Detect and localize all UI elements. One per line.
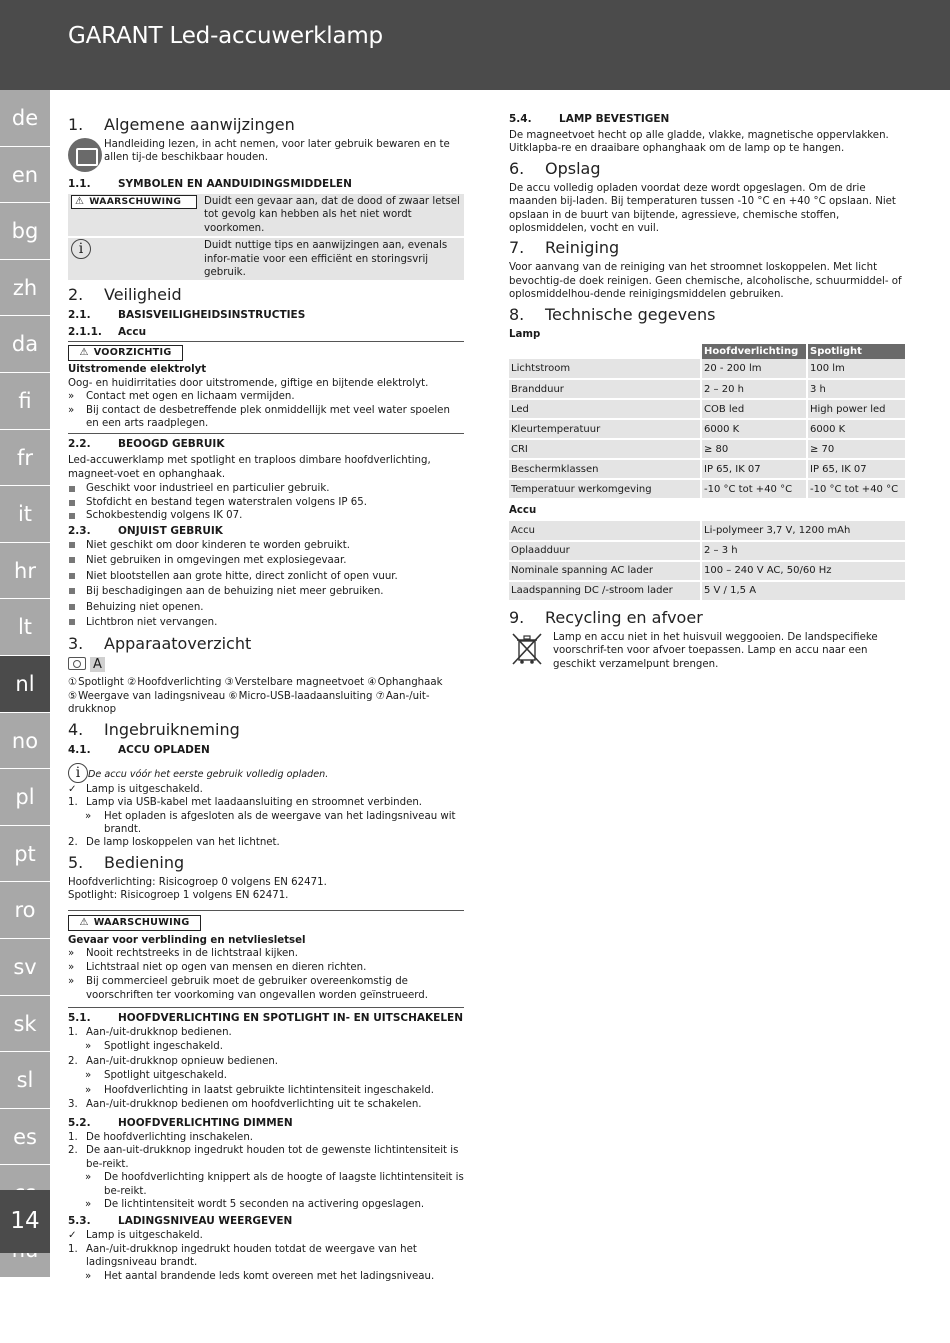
lamp-table-label: Lamp — [509, 328, 541, 340]
table-row — [509, 439, 905, 459]
table-row — [509, 379, 905, 399]
right-column — [509, 112, 905, 671]
misuse-list — [68, 538, 464, 632]
step-result: » Spotlight uitgeschakeld. — [85, 1070, 227, 1082]
language-tab-sv[interactable]: sv — [0, 939, 50, 996]
step: 2. Aan-/uit-drukknop opnieuw bedienen. — [68, 1055, 279, 1067]
info-description: Duidt nuttige tips en aanwijzingen aan, evenals infor-matie voor een efficiënt en storingsvrij gebruik. — [201, 237, 464, 281]
manual-note — [68, 138, 464, 172]
table-row — [509, 541, 905, 561]
list-item: Bij beschadigingen aan de behuizing niet meer gebruiken. — [68, 584, 464, 600]
read-manual-icon — [68, 138, 102, 172]
step: 1. Aan-/uit-drukknop bedienen. — [68, 1026, 232, 1038]
risk-group-2: Spotlight: Risicogroep 1 volgens EN 62471. — [68, 890, 289, 902]
lamp-spec-table — [509, 344, 905, 500]
intended-use-text: Led-accuwerklamp met spotlight en traploos dimbare hoofdverlichting, magneet-voet en ophanghaak. — [68, 455, 431, 480]
section-6-heading: 6. Opslag — [509, 158, 601, 178]
list-item: » Contact met ogen en lichaam vermijden. — [68, 391, 295, 403]
language-tab-ro[interactable]: ro — [0, 882, 50, 939]
list-item: Geschikt voor industrieel en particulier gebruik. — [68, 482, 464, 495]
part-number-5: ⑤ — [68, 690, 78, 702]
table-cell: 20 - 200 lm — [701, 359, 807, 379]
language-tab-bg[interactable]: bg — [0, 203, 50, 260]
column-header: Spotlight — [807, 344, 905, 359]
accu-spec-table — [509, 521, 905, 602]
hazard-measures — [68, 947, 464, 1003]
table-cell: Brandduur — [509, 379, 701, 399]
part-label: Weergave van ladingsniveau — [78, 690, 226, 702]
language-tab-sk[interactable]: sk — [0, 996, 50, 1053]
table-cell: Kleurtemperatuur — [509, 419, 701, 439]
language-tab-pl[interactable]: pl — [0, 769, 50, 826]
table-cell: 5 V / 1,5 A — [701, 581, 905, 601]
step: 3. Aan-/uit-drukknop bedienen om hoofdverlichting uit te schakelen. — [68, 1099, 422, 1111]
warning-triangle-icon: ⚠ — [75, 196, 85, 207]
table-cell: 100 – 240 V AC, 50/60 Hz — [701, 561, 905, 581]
precondition: ✓ Lamp is uitgeschakeld. — [68, 1230, 203, 1242]
table-cell: ≥ 80 — [701, 439, 807, 459]
language-tab-sl[interactable]: sl — [0, 1052, 50, 1109]
section-1-1-heading: 1.1. SYMBOLEN EN AANDUIDINGSMIDDELEN — [68, 178, 352, 190]
caution-label: VOORZICHTIG — [93, 347, 172, 359]
table-row — [509, 359, 905, 379]
table-row — [509, 561, 905, 581]
part-number-3: ③ — [224, 677, 234, 689]
section-4-heading: 4. Ingebruikneming — [68, 719, 240, 739]
language-tab-en[interactable]: en — [0, 147, 50, 204]
list-item: » Bij contact de desbetreffende plek onmiddellijk met veel water spoelen en een arts raadplegen. — [68, 404, 450, 430]
table-cell: ≥ 70 — [807, 439, 905, 459]
table-row — [509, 521, 905, 541]
parts-list — [68, 676, 464, 716]
hazard-measures — [68, 390, 464, 430]
step-result: » Hoofdverlichting in laatst gebruikte lichtintensiteit ingeschakeld. — [85, 1084, 434, 1096]
check-icon: ✓ — [68, 783, 77, 795]
left-column — [68, 112, 464, 1283]
part-number-6: ⑥ — [228, 690, 238, 702]
hazard-text: Oog- en huidirritaties door uitstromende, giftige en bijtende elektrolyt. — [68, 377, 429, 389]
section-4-1-heading: 4.1. ACCU OPLADEN — [68, 743, 210, 756]
table-row — [509, 479, 905, 499]
info-icon: i — [68, 763, 88, 783]
list-item: Niet geschikt om door kinderen te worden gebruikt. — [68, 538, 464, 554]
list-item: » Bij commercieel gebruik moet de gebruiker overeenkomstig de voorschriften ter voorkoming van ongevallen worden geïnstrueerd. — [68, 975, 428, 1001]
language-tab-da[interactable]: da — [0, 316, 50, 373]
warning-label: WAARSCHUWING — [93, 916, 190, 928]
step-result: » Het aantal brandende leds komt overeen met het ladingsniveau. — [85, 1270, 435, 1282]
section-5-4-heading: 5.4. LAMP BEVESTIGEN — [509, 113, 670, 125]
table-row — [509, 459, 905, 479]
symbols-table — [68, 194, 464, 282]
warning-triangle-icon: ⚠ — [79, 347, 89, 359]
part-number-7: ⑦ — [375, 690, 385, 702]
figure-ref: A — [90, 657, 105, 672]
list-item: Niet gebruiken in omgevingen met explosiegevaar. — [68, 553, 464, 569]
list-item: Stofdicht en bestand tegen waterstralen volgens IP 65. — [68, 496, 464, 509]
section-2-2-heading: 2.2. BEOOGD GEBRUIK — [68, 433, 464, 451]
table-cell: IP 65, IK 07 — [807, 459, 905, 479]
language-tab-pt[interactable]: pt — [0, 826, 50, 883]
precondition: ✓ Lamp is uitgeschakeld. — [68, 783, 203, 795]
table-cell: Nominale spanning AC lader — [509, 561, 701, 581]
table-cell: Led — [509, 399, 701, 419]
part-label: Hoofdverlichting — [137, 677, 222, 689]
table-cell: Accu — [509, 521, 701, 541]
part-label: Micro-USB-laadaansluiting — [238, 690, 373, 702]
table-cell: 6000 K — [701, 419, 807, 439]
table-row — [509, 581, 905, 601]
section-5-1-heading: 5.1. HOOFDVERLICHTING EN SPOTLIGHT IN- EN UITSCHAKELEN — [68, 1007, 464, 1025]
cleaning-text: Voor aanvang van de reiniging van het stroomnet loskoppelen. Met licht bevochtig-de doek reinigen. Geen chemische, alcoholische, schuurmiddel- of oplosmiddelhou-dende reinigingsmiddelen gebruiken. — [509, 262, 902, 301]
section-2-1-heading: 2.1. BASISVEILIGHEIDSINSTRUCTIES — [68, 309, 306, 322]
warning-description: Duidt een gevaar aan, dat de dood of zwaar letsel tot gevolg kan hebben als het niet wordt voorkomen. — [201, 194, 464, 237]
list-item: Lichtbron niet vervangen. — [68, 615, 464, 631]
charge-note: De accu vóór het eerste gebruik volledig opladen. — [88, 768, 329, 780]
step: 2. De lamp loskoppelen van het lichtnet. — [68, 837, 280, 849]
table-cell: Lichtstroom — [509, 359, 701, 379]
table-cell: -10 °C tot +40 °C — [807, 479, 905, 499]
step-result: » De lichtintensiteit wordt 5 seconden na activering opgeslagen. — [85, 1198, 425, 1210]
storage-text: De accu volledig opladen voordat deze wordt opgeslagen. Om de drie maanden bij-laden. Bij temperaturen tussen -10 °C en +40 °C opslaan. Niet opslaan in de buurt van bijtende, agressieve, chemische stoffen, oplosmiddelen, vocht en vuil. — [509, 182, 896, 235]
camera-icon — [68, 657, 86, 670]
section-3-heading: 3. Apparaatoverzicht — [68, 634, 252, 654]
step: 2. De aan-uit-drukknop ingedrukt houden tot de gewenste lichtintensiteit is be-reikt. — [68, 1145, 459, 1170]
step: 1. De hoofdverlichting inschakelen. — [68, 1131, 254, 1143]
language-tab-zh[interactable]: zh — [0, 260, 50, 317]
table-cell: 3 h — [807, 379, 905, 399]
page-title: GARANT Led-accuwerklamp — [68, 23, 383, 49]
table-cell: COB led — [701, 399, 807, 419]
table-row — [509, 419, 905, 439]
table-cell: 2 – 3 h — [701, 541, 905, 561]
section-1-heading: 1. Algemene aanwijzingen — [68, 115, 295, 134]
part-label: Verstelbare magneetvoet — [234, 677, 365, 689]
language-sidebar — [0, 90, 50, 1343]
section-8-heading: 8. Technische gegevens — [509, 304, 716, 324]
language-tab-hr[interactable]: hr — [0, 543, 50, 600]
risk-group-1: Hoofdverlichting: Risicogroep 0 volgens EN 62471. — [68, 876, 327, 888]
language-tab-fr[interactable]: fr — [0, 430, 50, 487]
list-item: Niet blootstellen aan grote hitte, direct zonlicht of open vuur. — [68, 569, 464, 585]
table-cell: IP 65, IK 07 — [701, 459, 807, 479]
part-number-2: ② — [127, 677, 137, 689]
hazard-title: Gevaar voor verblinding en netvliesletsel — [68, 934, 306, 946]
step: 1. Lamp via USB-kabel met laadaansluiting en stroomnet verbinden. — [68, 797, 423, 809]
warning-triangle-icon: ⚠ — [79, 916, 89, 928]
hazard-title: Uitstromende elektrolyt — [68, 364, 207, 376]
section-2-heading: 2. Veiligheid — [68, 285, 182, 305]
part-label: Spotlight — [78, 677, 124, 689]
accu-table-label: Accu — [509, 505, 537, 517]
list-item: Schokbestendig volgens IK 07. — [68, 509, 464, 522]
table-row — [509, 399, 905, 419]
step-result: » Het opladen is afgesloten als de weergave van het ladingsniveau wit brandt. — [85, 810, 456, 835]
disposal-text: Lamp en accu niet in het huisvuil weggooien. De landspecifieke voorschrif-ten voor afvoer toepassen. Lamp en accu naar een geschikt verzamelpunt brengen. — [553, 631, 878, 670]
part-label: Ophanghaak — [377, 677, 443, 689]
crossed-bin-icon — [509, 631, 545, 667]
step: 1. Aan-/uit-drukknop ingedrukt houden totdat de weergave van het ladingsniveau brandt. — [68, 1243, 417, 1269]
manual-note-text: Handleiding lezen, in acht nemen, voor later gebruik bewaren en te allen tij-de beschikbaar houden. — [104, 139, 450, 164]
list-item: » Lichtstraal niet op ogen van mensen en dieren richten. — [68, 961, 367, 973]
table-cell: Beschermklassen — [509, 459, 701, 479]
part-number-1: ① — [68, 677, 78, 689]
language-tab-nl[interactable]: nl — [0, 656, 50, 713]
section-5-2-heading: 5.2. HOOFDVERLICHTING DIMMEN — [68, 1116, 293, 1129]
page-number: 14 — [0, 1190, 50, 1253]
list-item: Behuizing niet openen. — [68, 600, 464, 616]
intended-use-list — [68, 482, 464, 522]
language-tab-lt[interactable]: lt — [0, 599, 50, 656]
language-tab-de[interactable]: de — [0, 90, 50, 147]
table-cell: Li-polymeer 3,7 V, 1200 mAh — [701, 521, 905, 541]
list-item: » Nooit rechtstreeks in de lichtstraal kijken. — [68, 947, 298, 959]
check-icon: ✓ — [68, 1230, 77, 1242]
table-cell: Laadspanning DC /-stroom lader — [509, 581, 701, 601]
part-label: Aan-/uit-drukknop — [68, 690, 430, 716]
table-cell: Temperatuur werkomgeving — [509, 479, 701, 499]
warning-label: WAARSCHUWING — [89, 196, 182, 207]
table-cell: CRI — [509, 439, 701, 459]
page-header — [0, 0, 950, 90]
table-cell: High power led — [807, 399, 905, 419]
table-cell: 100 lm — [807, 359, 905, 379]
info-icon: i — [71, 239, 91, 259]
language-tab-no[interactable]: no — [0, 713, 50, 770]
language-tab-es[interactable]: es — [0, 1109, 50, 1166]
language-tab-it[interactable]: it — [0, 486, 50, 543]
table-cell: 6000 K — [807, 419, 905, 439]
section-7-heading: 7. Reiniging — [509, 238, 620, 258]
mounting-text: De magneetvoet hecht op alle gladde, vlakke, magnetische oppervlakken. Uitklapba-re en draaibare ophanghaak om de lamp op te hangen. — [509, 130, 889, 155]
table-cell: Oplaadduur — [509, 541, 701, 561]
language-tab-fi[interactable]: fi — [0, 373, 50, 430]
section-2-1-1-heading: 2.1.1. Accu — [68, 325, 464, 342]
step-result: » De hoofdverlichting knippert als de hoogte of laagste lichtintensiteit is be-reikt. — [85, 1172, 464, 1197]
part-number-4: ④ — [367, 677, 377, 689]
section-5-3-heading: 5.3. LADINGSNIVEAU WEERGEVEN — [68, 1215, 293, 1228]
section-9-heading: 9. Recycling en afvoer — [509, 607, 703, 627]
disposal-note — [509, 631, 905, 671]
step-result: » Spotlight ingeschakeld. — [85, 1041, 223, 1053]
section-5-heading: 5. Bediening — [68, 852, 185, 872]
table-cell: 2 – 20 h — [701, 379, 807, 399]
table-cell: -10 °C tot +40 °C — [701, 479, 807, 499]
column-header: Hoofdverlichting — [701, 344, 807, 359]
section-2-3-heading: 2.3. ONJUIST GEBRUIK — [68, 524, 223, 537]
